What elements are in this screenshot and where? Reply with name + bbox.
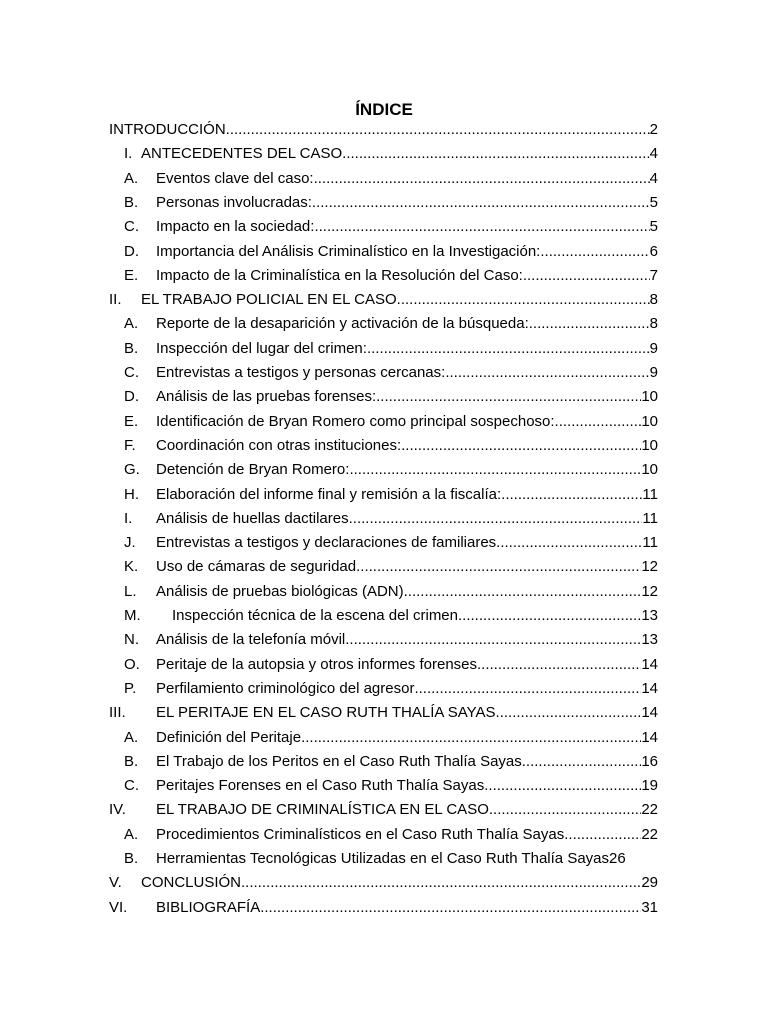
toc-entry-page-number: 2 — [649, 121, 658, 138]
dot-leader — [260, 896, 641, 920]
toc-entry[interactable] — [0, 458, 768, 482]
toc-entry[interactable] — [0, 701, 768, 725]
toc-entry-label: EL TRABAJO POLICIAL EN EL CASO — [141, 291, 397, 309]
toc-entry-number: C. — [124, 218, 139, 236]
toc-entry-number: B. — [124, 850, 139, 867]
toc-entry[interactable] — [0, 483, 768, 507]
dot-leader — [301, 726, 641, 750]
toc-entry[interactable] — [0, 118, 768, 142]
dot-leader — [414, 677, 641, 701]
dot-leader — [555, 410, 642, 434]
toc-entry-page-number: 11 — [642, 485, 658, 503]
toc-entry-number: I. — [124, 145, 133, 163]
toc-entry[interactable] — [0, 167, 768, 191]
toc-entry-number: D. — [124, 388, 139, 406]
dot-leader — [496, 701, 642, 725]
toc-entry-number: L. — [124, 582, 137, 600]
dot-leader — [312, 191, 650, 215]
toc-entry[interactable] — [0, 555, 768, 579]
toc-entry-number: B. — [124, 339, 139, 357]
dot-leader — [367, 337, 650, 361]
toc-entry-page-number: 22 — [641, 825, 658, 843]
toc-entry-number: C. — [124, 777, 139, 795]
toc-entry-page-number: 13 — [641, 607, 658, 624]
toc-entry-number: III. — [109, 704, 126, 722]
toc-entry-page-number: 10 — [641, 461, 658, 479]
toc-entry-page-number: 14 — [641, 728, 658, 746]
toc-entry-number: M. — [124, 607, 141, 624]
toc-entry[interactable] — [0, 288, 768, 312]
dot-leader — [477, 653, 641, 677]
page-title: ÍNDICE — [355, 100, 413, 119]
dot-leader — [345, 628, 641, 652]
toc-entry-number: G. — [124, 461, 140, 479]
toc-entry-label: EL TRABAJO DE CRIMINALÍSTICA EN EL CASO — [156, 801, 489, 819]
toc-entry-label: Eventos clave del caso: — [156, 169, 314, 187]
toc-entry[interactable] — [0, 580, 768, 604]
toc-entry-label: Inspección del lugar del crimen: — [156, 339, 367, 357]
toc-entry-page-number: 22 — [641, 801, 658, 819]
toc-entry-number: F. — [124, 436, 136, 454]
dot-leader — [445, 361, 649, 385]
toc-entry-page-number: 4 — [649, 169, 658, 187]
dot-leader — [356, 555, 641, 579]
toc-entry-number: B. — [124, 752, 139, 770]
toc-entry-number: V. — [109, 874, 122, 892]
toc-entry-page-number: 13 — [641, 631, 658, 649]
dot-leader — [564, 823, 641, 847]
toc-entry-page-number: 8 — [649, 291, 658, 309]
toc-entry-page-number: 4 — [649, 145, 658, 163]
toc-entry-label: Herramientas Tecnológicas Utilizadas en el Caso Ruth Thalía Sayas — [156, 850, 610, 867]
toc-entry-page-number: 11 — [642, 509, 658, 527]
toc-entry-number: C. — [124, 364, 139, 381]
toc-entry-label: Peritajes Forenses en el Caso Ruth Thalía Sayas — [156, 777, 485, 795]
toc-entry-number: D. — [124, 242, 139, 260]
dot-leader — [241, 871, 641, 895]
toc-entry-page-number: 12 — [641, 582, 658, 600]
toc-entry-page-number: 16 — [641, 752, 658, 770]
toc-entry-label: Uso de cámaras de seguridad — [156, 558, 357, 576]
toc-entry-number: O. — [124, 655, 140, 673]
toc-entry-label: Peritaje de la autopsia y otros informes forenses — [156, 655, 477, 673]
toc-entry-label: Reporte de la desaparición y activación de la búsqueda: — [156, 315, 529, 333]
toc-entry-label: Análisis de pruebas biológicas (ADN) — [156, 582, 404, 600]
toc-entry-number: K. — [124, 558, 139, 576]
toc-entry-number: J. — [124, 534, 136, 552]
toc-entry[interactable] — [0, 410, 768, 434]
toc-entry-label: Elaboración del informe final y remisión a la fiscalía: — [156, 485, 502, 503]
toc-entry[interactable] — [0, 847, 768, 871]
toc-entry-page-number: 8 — [649, 315, 658, 333]
dot-leader — [529, 312, 650, 336]
dot-leader — [226, 118, 650, 142]
toc-entry[interactable] — [0, 434, 768, 458]
toc-entry-page-number: 19 — [641, 777, 658, 795]
toc-entry-number: A. — [124, 728, 139, 746]
toc-entry-page-number: 5 — [649, 218, 658, 236]
dot-leader — [458, 604, 641, 628]
toc-entry-label: Perfilamiento criminológico del agresor — [156, 679, 415, 697]
toc-entry-label: Análisis de la telefonía móvil — [156, 631, 346, 649]
toc-entry-number: A. — [124, 825, 139, 843]
dot-leader — [489, 798, 641, 822]
toc-entry[interactable] — [0, 871, 768, 895]
toc-entry[interactable] — [0, 191, 768, 215]
toc-entry-page-number: 11 — [642, 534, 658, 552]
toc-entry-label: ANTECEDENTES DEL CASO — [141, 145, 343, 163]
toc-entry-page-number: 12 — [641, 558, 658, 576]
toc-entry[interactable] — [0, 312, 768, 336]
toc-entry-number: I. — [124, 509, 133, 527]
dot-leader — [349, 507, 643, 531]
dot-leader — [342, 142, 650, 166]
toc-entry[interactable] — [0, 264, 768, 288]
toc-entry-number: A. — [124, 315, 139, 333]
toc-entry[interactable] — [0, 361, 768, 385]
toc-entry-label: Entrevistas a testigos y personas cercanas: — [156, 364, 446, 381]
toc-entry-number: H. — [124, 485, 139, 503]
toc-entry[interactable] — [0, 507, 768, 531]
toc-entry-page-number: 10 — [641, 388, 658, 406]
toc-entry[interactable] — [0, 142, 768, 166]
toc-entry-label: Definición del Peritaje — [156, 728, 302, 746]
dot-leader — [314, 167, 650, 191]
dot-leader — [523, 264, 650, 288]
toc-entry[interactable] — [0, 726, 768, 750]
toc-entry-page-number: 9 — [649, 364, 658, 381]
toc-entry-page-number: 7 — [649, 266, 658, 284]
toc-entry[interactable] — [0, 896, 768, 920]
dot-leader — [540, 240, 649, 264]
toc-entry[interactable] — [0, 774, 768, 798]
toc-entry-page-number: 26 — [609, 850, 626, 867]
toc-entry-number: B. — [124, 193, 139, 211]
dot-leader — [349, 458, 641, 482]
toc-entry-label: EL PERITAJE EN EL CASO RUTH THALÍA SAYAS — [156, 704, 496, 722]
toc-entry[interactable] — [0, 798, 768, 822]
dot-leader — [522, 750, 642, 774]
toc-entry-label: El Trabajo de los Peritos en el Caso Ruth Thalía Sayas — [156, 752, 522, 770]
dot-leader — [397, 288, 650, 312]
dot-leader — [404, 580, 642, 604]
toc-entry[interactable] — [0, 215, 768, 239]
toc-entry-label: Coordinación con otras instituciones: — [156, 436, 402, 454]
toc-entry-page-number: 10 — [641, 436, 658, 454]
toc-entry-page-number: 10 — [641, 412, 658, 430]
toc-entry-number: IV. — [109, 801, 126, 819]
toc-entry-number: A. — [124, 169, 139, 187]
toc-entry[interactable] — [0, 240, 768, 264]
toc-entry-label: Análisis de las pruebas forenses: — [156, 388, 377, 406]
toc-entry-number: II. — [109, 291, 122, 309]
toc-entry-page-number: 31 — [641, 898, 658, 916]
toc-entry[interactable] — [0, 531, 768, 555]
toc-entry[interactable] — [0, 604, 768, 628]
toc-entry[interactable] — [0, 750, 768, 774]
toc-entry-number: E. — [124, 266, 139, 284]
dot-leader — [314, 215, 649, 239]
toc-entry-label: Procedimientos Criminalísticos en el Caso Ruth Thalía Sayas — [156, 825, 565, 843]
toc-entry-label: CONCLUSIÓN — [141, 874, 242, 892]
toc-entry-number: N. — [124, 631, 139, 649]
toc-entry-page-number: 6 — [649, 242, 658, 260]
toc-entry[interactable] — [0, 653, 768, 677]
toc-entry-label: Inspección técnica de la escena del crimen — [172, 607, 458, 624]
toc-entry-number: P. — [124, 679, 137, 697]
toc-entry[interactable] — [0, 823, 768, 847]
toc-entry-label: Personas involucradas: — [156, 193, 312, 211]
toc-entry-page-number: 29 — [641, 874, 658, 892]
toc-entry-label: Análisis de huellas dactilares — [156, 509, 349, 527]
toc-entry-page-number: 14 — [641, 679, 658, 697]
dot-leader — [401, 434, 641, 458]
toc-entry[interactable] — [0, 385, 768, 409]
toc-entry[interactable] — [0, 628, 768, 652]
toc-entry-label: Importancia del Análisis Criminalístico en la Investigación: — [156, 242, 541, 260]
toc-entry-label: Identificación de Bryan Romero como principal sospechoso: — [156, 412, 555, 430]
toc-entry-page-number: 9 — [649, 339, 658, 357]
toc-entry-label: INTRODUCCIÓN — [109, 121, 226, 138]
toc-entry-number: E. — [124, 412, 139, 430]
toc-entry-page-number: 5 — [649, 193, 658, 211]
toc-entry-label: Detención de Bryan Romero: — [156, 461, 350, 479]
dot-leader — [501, 483, 642, 507]
dot-leader — [376, 385, 641, 409]
toc-entry-label: Impacto en la sociedad: — [156, 218, 315, 236]
toc-entry-label: Impacto de la Criminalística en la Resolución del Caso: — [156, 266, 523, 284]
dot-leader — [496, 531, 642, 555]
toc-entry-page-number: 14 — [641, 655, 658, 673]
toc-entry-number: VI. — [109, 898, 128, 916]
toc-entry-page-number: 14 — [641, 704, 658, 722]
toc-entry-label: Entrevistas a testigos y declaraciones de familiares — [156, 534, 497, 552]
toc-entry[interactable] — [0, 677, 768, 701]
toc-entry-label: BIBLIOGRAFÍA — [156, 898, 261, 916]
toc-entry[interactable] — [0, 337, 768, 361]
dot-leader — [484, 774, 641, 798]
